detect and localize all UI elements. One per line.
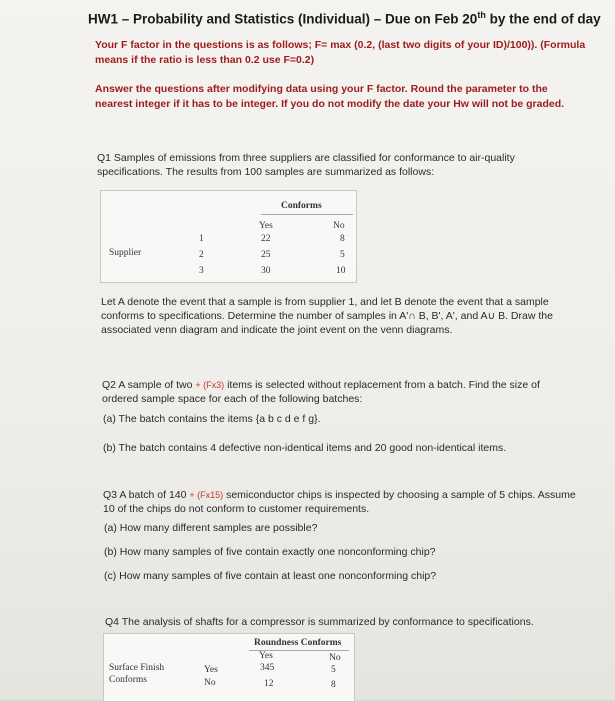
q1-text: Q1 Samples of emissions from three suppliers are classified for conformance to air-quality specifications. The results from 100 samples are summarized as follows: [97,152,515,178]
q1-cell-yes: 22 [261,234,271,244]
q4-table [103,633,355,702]
q4-row-label-2: Conforms [109,675,147,685]
q4-cell-no: 5 [331,665,336,675]
q3-modifier: + (Fx15) [189,490,224,500]
q1-table [100,190,357,283]
q2-text: Q2 A sample of two + (Fx3) items is selected without replacement from a batch. Find the size of ordered sample space for each of the following batches: [102,379,540,405]
q4-col-yes: Yes [259,651,273,661]
q1-cell-yes: 30 [261,266,271,276]
q1-table-group-header: Conforms [281,201,322,211]
q1-cell-no: 10 [336,266,346,276]
q1-cell-yes: 25 [261,250,271,260]
q3-part-c: (c) How many samples of five contain at least one nonconforming chip? [104,570,437,582]
q1-followup-text: Let A denote the event that a sample is from supplier 1, and let B denote the event that a sample conforms to specifications. Determine the number of samples in A'∩ B, B', A', and A∪ B. Draw the associated venn diagram and indicate the joint event on the venn diagrams. [101,296,553,336]
q4-cell-yes: 345 [260,663,275,673]
q1-col-yes: Yes [259,221,273,231]
q2-modifier: + (Fx3) [195,380,225,390]
q1-col-no: No [333,221,345,231]
q4-cell-yes: 12 [264,679,274,689]
q1-row-id: 3 [199,266,204,276]
q4-text: Q4 The analysis of shafts for a compressor is summarized by conformance to specifications. [105,616,534,628]
q1-cell-no: 5 [340,250,345,260]
q3-part-a: (a) How many different samples are possible? [104,522,318,534]
q1-cell-no: 8 [340,234,345,244]
q4-row-id: No [204,678,216,688]
q4-row-label-1: Surface Finish [109,663,165,673]
q2-part-a: (a) The batch contains the items {a b c d e f g}. [103,413,321,425]
q1-row-label: Supplier [109,248,142,258]
q3-part-b: (b) How many samples of five contain exactly one nonconforming chip? [104,546,436,558]
q4-col-no: No [329,653,341,663]
f-factor-instructions: Your F factor in the questions is as follows; F= max (0.2, (last two digits of your ID)/100)). (Formula means if the ratio is less than 0.2 use F=0.2) [95,39,586,66]
q4-table-group-header: Roundness Conforms [254,638,342,648]
q3-text: Q3 A batch of 140 + (Fx15) semiconductor chips is inspected by choosing a sample of 5 chips. Assume 10 of the chips do not conform to customer requirements. [103,489,576,515]
q4-row-id: Yes [204,665,218,675]
q4-cell-no: 8 [331,680,336,690]
page-title: HW1 – Probability and Statistics (Individual) – Due on Feb 20th by the end of day [88,10,601,27]
q1-row-id: 1 [199,234,204,244]
answer-instructions: Answer the questions after modifying data using your F factor. Round the parameter to the nearest integer if it has to be integer. If you do not modify the date your Hw will not be graded. [95,83,565,110]
q2-part-b: (b) The batch contains 4 defective non-identical items and 20 good non-identical items. [103,442,507,454]
q1-row-id: 2 [199,250,204,260]
